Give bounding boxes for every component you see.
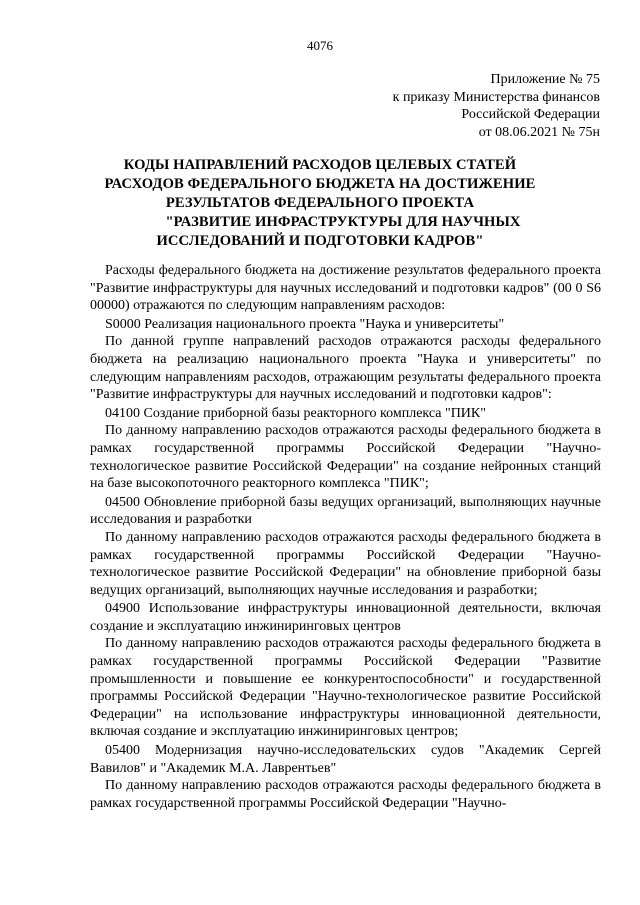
appendix-line: к приказу Министерства финансов — [392, 89, 600, 105]
code-heading-05400: 05400 Модернизация научно-исследовательских судов "Академик Сергей Вавилов" и "Академик М.А. Лаврентьев" — [90, 743, 601, 776]
title-line: ИССЛЕДОВАНИЙ И ПОДГОТОВКИ КАДРОВ" — [156, 233, 484, 249]
title-line: "РАЗВИТИЕ ИНФРАСТРУКТУРЫ ДЛЯ НАУЧНЫХ — [165, 214, 521, 230]
code-heading-04500: 04500 Обновление приборной базы ведущих организаций, выполняющих научные исследования и разработки — [90, 494, 601, 528]
body-paragraph: По данному направлению расходов отражаются расходы федерального бюджета в рамках государственной программы Российской Федерации "Научно-технологическое развитие Российской Федерации" на создание нейронных станций на базе высокопоточного реакторного комплекса "ПИК"; — [90, 423, 601, 492]
intro-paragraph: Расходы федерального бюджета на достижение результатов федерального проекта "Развитие инфраструктуры для научных исследований и подготовки кадров" (00 0 S6 00000) отражаются по следующим направлениям расходов: — [90, 263, 601, 314]
body-paragraph: По данному направлению расходов отражаются расходы федерального бюджета в рамках государственной программы Российской Федерации "Научно-технологическое развитие Российской Федерации" на обновление приборной базы ведущих организаций, выполняющих научные исследования и разработки; — [90, 529, 601, 598]
appendix-line: Российской Федерации — [461, 107, 600, 122]
title-line: КОДЫ НАПРАВЛЕНИЙ РАСХОДОВ ЦЕЛЕВЫХ СТАТЕЙ — [123, 157, 517, 173]
page-number: 4076 — [307, 38, 333, 53]
document-title — [60, 156, 580, 251]
document-body — [90, 262, 601, 812]
body-paragraph: По данной группе направлений расходов отражаются расходы федерального бюджета на реализацию национального проекта "Наука и университеты" по следующим направлениям расходов, отражающим результаты федерального проекта "Развитие инфраструктуры для научных исследований и подготовки кадров": — [90, 334, 601, 403]
appendix-line: от 08.06.2021 № 75н — [478, 124, 600, 140]
code-heading-04100: 04100 Создание приборной базы реакторного комплекса "ПИК" — [105, 405, 486, 421]
title-line: РЕЗУЛЬТАТОВ ФЕДЕРАЛЬНОГО ПРОЕКТА — [165, 195, 475, 211]
body-paragraph: По данному направлению расходов отражаются расходы федерального бюджета в рамках государственной программы Российской Федерации "Научно- — [90, 778, 601, 811]
code-heading-s0000: S0000 Реализация национального проекта "Наука и университеты" — [105, 316, 505, 332]
appendix-block — [393, 71, 600, 141]
title-line: РАСХОДОВ ФЕДЕРАЛЬНОГО БЮДЖЕТА НА ДОСТИЖЕНИЕ — [104, 176, 536, 192]
code-heading-04900: 04900 Использование инфраструктуры инновационной деятельности, включая создание и эксплуатацию инжиниринговых центров — [90, 601, 601, 634]
appendix-line: Приложение № 75 — [490, 72, 600, 87]
body-paragraph: По данному направлению расходов отражаются расходы федерального бюджета в рамках государственной программы Российской Федерации "Развитие промышленности и повышение ее конкурентоспособности" и государственной программы Российской Федерации "Научно-технологическое развитие Российской Федерации" на использование инфраструктуры инновационной деятельности, включая создание и эксплуатацию инжиниринговых центров; — [90, 636, 601, 740]
